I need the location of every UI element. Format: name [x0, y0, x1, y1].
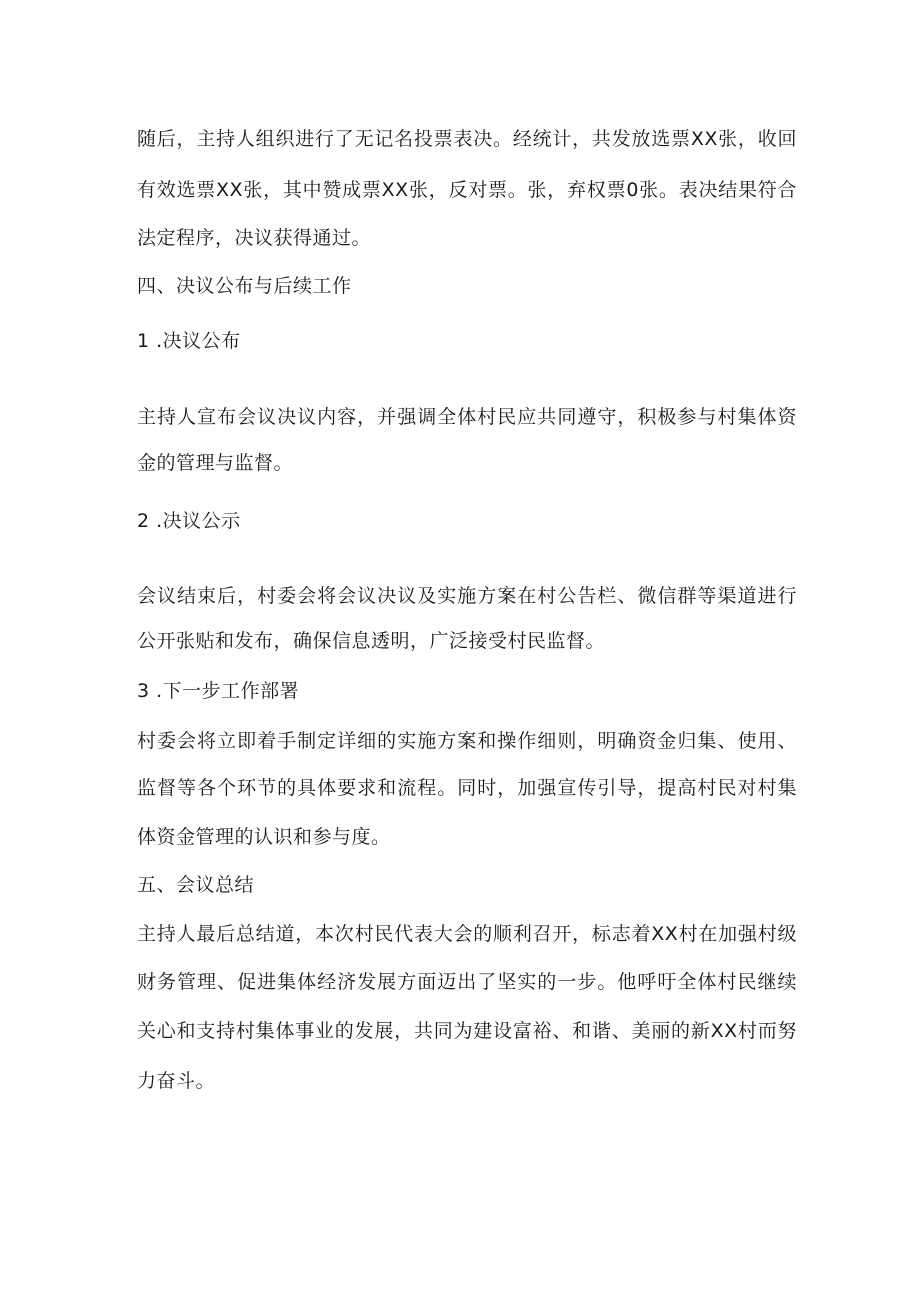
paragraph-voting-line-1: 随后，主持人组织进行了无记名投票表决。经统计，共发放选票XX张，收回	[137, 128, 797, 150]
subheading-next-steps: 3 .下一步工作部署	[137, 680, 300, 702]
paragraph-announcement-line-2: 金的管理与监督。	[137, 452, 294, 474]
paragraph-publicity-line-2: 公开张贴和发布，确保信息透明，广泛接受村民监督。	[137, 630, 606, 652]
paragraph-publicity-line-1: 会议结束后，村委会将会议决议及实施方案在村公告栏、微信群等渠道进行	[137, 585, 797, 607]
paragraph-summary-line-3: 关心和支持村集体事业的发展，共同为建设富裕、和谐、美丽的新XX村而努	[137, 1020, 797, 1042]
paragraph-summary-line-1: 主持人最后总结道，本次村民代表大会的顺利召开，标志着XX村在加强村级	[137, 923, 797, 945]
section-heading-five: 五、会议总结	[137, 874, 255, 896]
paragraph-voting-line-2: 有效选票XX张，其中赞成票XX张，反对票。张，弃权票0张。表决结果符合	[137, 179, 797, 201]
paragraph-summary-line-4: 力奋斗。	[137, 1070, 216, 1092]
section-heading-four: 四、决议公布与后续工作	[137, 275, 352, 297]
paragraph-next-steps-line-3: 体资金管理的认识和参与度。	[137, 826, 391, 848]
paragraph-summary-line-2: 财务管理、促进集体经济发展方面迈出了坚实的一步。他呼吁全体村民继续	[137, 971, 797, 993]
paragraph-next-steps-line-2: 监督等各个环节的具体要求和流程。同时，加强宣传引导，提高村民对村集	[137, 777, 797, 799]
subheading-resolution-publicity: 2 .决议公示	[137, 510, 241, 532]
paragraph-voting-line-3: 法定程序，决议获得通过。	[137, 227, 372, 249]
subheading-resolution-announcement: 1 .决议公布	[137, 330, 241, 352]
paragraph-next-steps-line-1: 村委会将立即着手制定详细的实施方案和操作细则，明确资金归集、使用、	[137, 730, 797, 752]
paragraph-announcement-line-1: 主持人宣布会议决议内容，并强调全体村民应共同遵守，积极参与村集体资	[137, 406, 797, 428]
